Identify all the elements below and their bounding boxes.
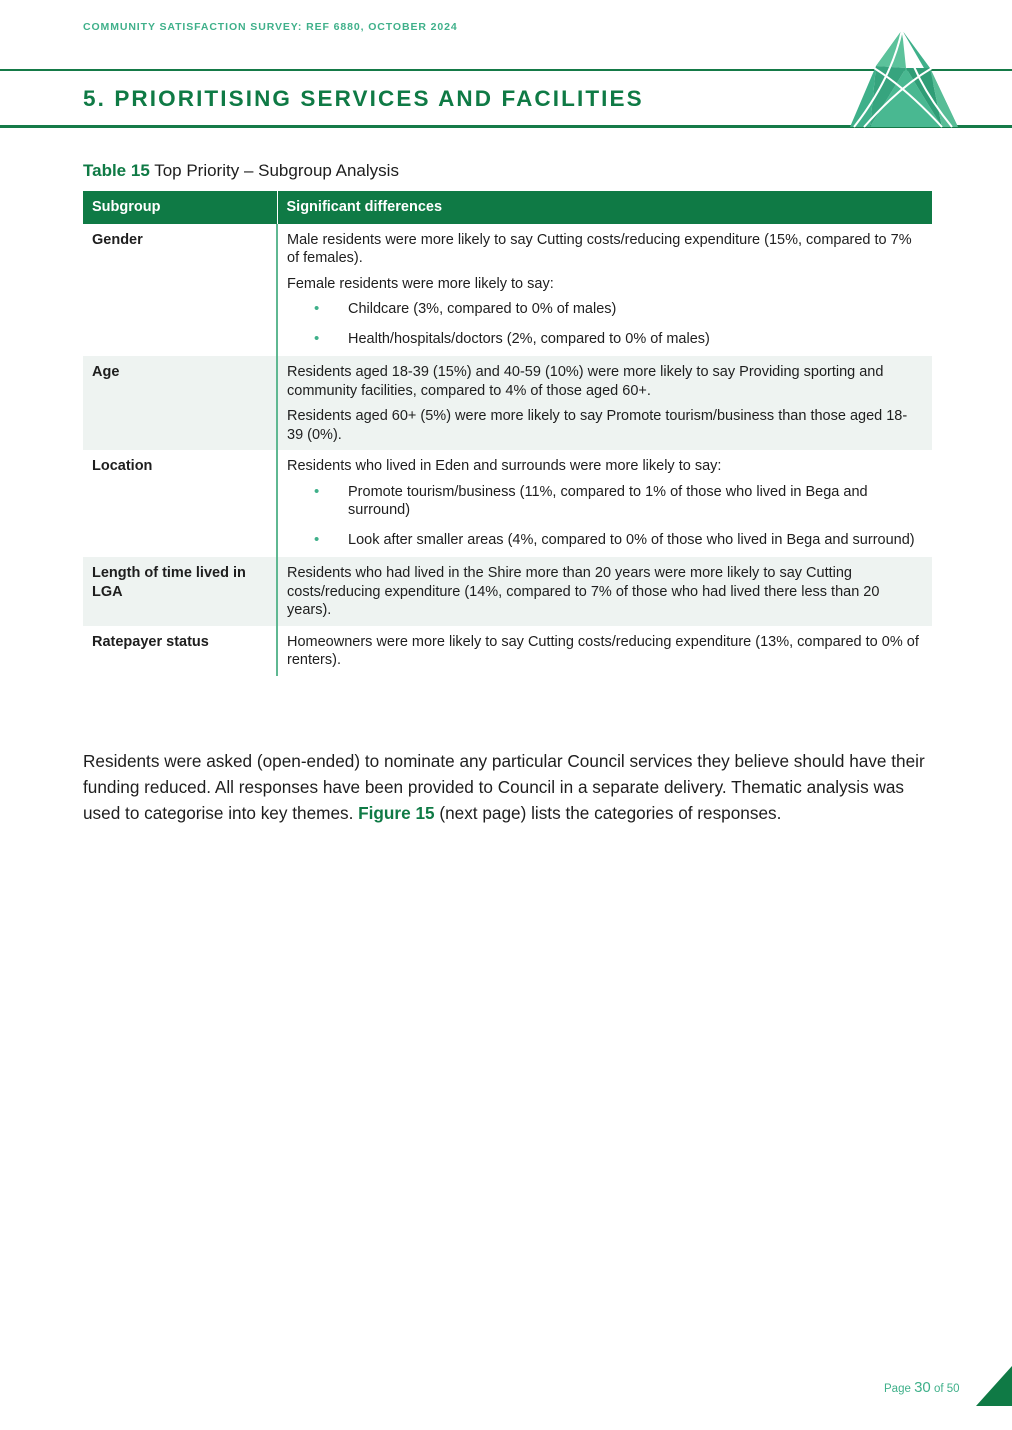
table-row [83,450,932,557]
column-header-subgroup: Subgroup [83,191,277,224]
body-text-before: Residents were asked (open-ended) to nominate any particular Council services they believe should have their funding reduced. All responses have been provided to Council in a separate delivery. Thematic analysis was used to categorise into key themes. [83,751,925,823]
page-suffix: of 50 [930,1383,960,1395]
body-paragraph [83,748,933,826]
running-header: COMMUNITY SATISFACTION SURVEY: REF 6880, OCTOBER 2024 [83,21,458,33]
difference-paragraph: Residents aged 60+ (5%) were more likely to say Promote tourism/business than those aged 18-39 (0%). [287,408,908,443]
table-header-row [83,191,932,224]
difference-paragraph: Homeowners were more likely to say Cutting costs/reducing expenditure (13%, compared to 0% of renters). [287,633,919,668]
differences-cell [277,557,932,626]
bullet-item: • Promote tourism/business (11%, compared to 1% of those who lived in Bega and surround) [287,483,920,520]
subgroup-analysis-table [83,191,932,676]
difference-paragraph: Residents who lived in Eden and surrounds were more likely to say: [287,458,722,474]
subgroup-cell: Location [83,450,277,557]
table-row [83,557,932,626]
differences-cell [277,356,932,450]
subgroup-cell: Age [83,356,277,450]
bullet-item: • Look after smaller areas (4%, compared to 0% of those who lived in Bega and surround) [287,531,920,550]
table-row [83,356,932,450]
bullet-list [287,483,920,550]
difference-paragraph: Male residents were more likely to say Cutting costs/reducing expenditure (15%, compared to 7% of females). [287,231,912,266]
difference-paragraph: Residents aged 18-39 (15%) and 40-59 (10%) were more likely to say Providing sporting and community facilities, compared to 4% of those aged 60+. [287,364,884,399]
subgroup-cell: Gender [83,224,277,357]
differences-cell [277,224,932,357]
figure-reference-link[interactable]: Figure 15 [358,803,435,823]
page-number-footer [884,1379,960,1396]
difference-paragraph: Female residents were more likely to say: [287,275,554,292]
bullet-item: • Childcare (3%, compared to 0% of males) [287,300,920,319]
table-row [83,626,932,676]
bullet-list [287,300,920,348]
bullet-item: • Health/hospitals/doctors (2%, compared to 0% of males) [287,330,920,349]
body-text-after: (next page) lists the categories of responses. [434,803,782,823]
difference-paragraph: Residents who had lived in the Shire more than 20 years were more likely to say Cutting costs/reducing expenditure (14%, compared to 7% of those who had lived there less than 20 years). [287,565,880,618]
subgroup-cell: Ratepayer status [83,626,277,676]
column-header-differences: Significant differences [277,191,932,224]
footer-corner-triangle-icon [976,1366,1012,1406]
page-current-number: 30 [914,1379,931,1396]
table-caption-number: Table 15 [83,161,150,180]
page-prefix: Page [884,1383,915,1395]
table-row [83,224,932,357]
differences-cell [277,626,932,676]
mountain-peak-logo-icon [846,28,962,130]
subgroup-cell: Length of time lived in LGA [83,557,277,626]
section-title: 5. PRIORITISING SERVICES AND FACILITIES [83,86,644,111]
table-caption-text: Top Priority – Subgroup Analysis [149,161,399,180]
differences-cell [277,450,932,557]
table-caption [83,161,399,181]
